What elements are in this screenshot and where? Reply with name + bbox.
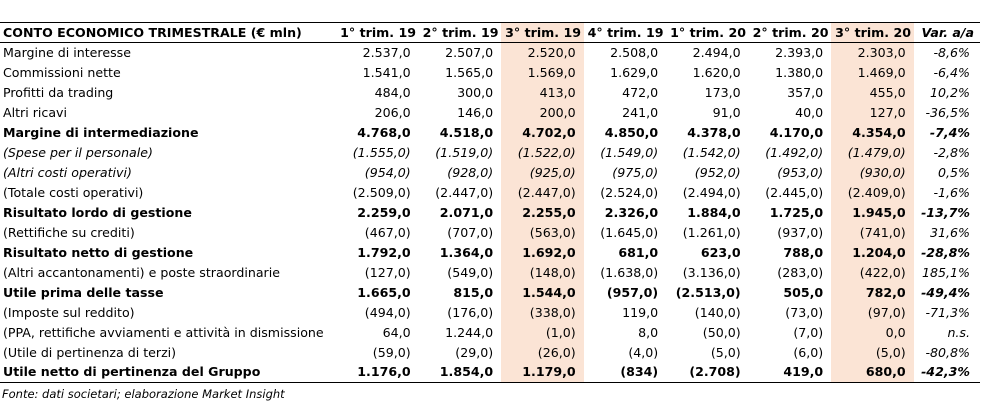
value-cell: (928,0) bbox=[447, 165, 494, 181]
value-cell: 200,0 bbox=[501, 103, 584, 123]
value-cell: (1,0) bbox=[501, 322, 584, 342]
value-cell: (834) bbox=[584, 362, 667, 382]
table-row bbox=[0, 362, 980, 382]
column-header-quarter: 2° trim. 19 bbox=[419, 23, 502, 43]
value-cell: (1.555,0) bbox=[352, 145, 411, 161]
value-cell: (283,0) bbox=[777, 264, 824, 280]
column-header-quarter: 3° trim. 20 bbox=[831, 23, 914, 43]
value-cell: 173,0 bbox=[704, 85, 741, 101]
value-cell: (2.445,0) bbox=[765, 185, 824, 201]
value-cell: 0,0 bbox=[831, 322, 914, 342]
value-cell: 241,0 bbox=[622, 105, 659, 121]
value-cell: 300,0 bbox=[457, 85, 494, 101]
value-cell: (2.509,0) bbox=[352, 185, 411, 201]
row-label: (Rettifiche su crediti) bbox=[3, 224, 135, 240]
variation-cell: -2,8% bbox=[933, 145, 970, 161]
value-cell: 2.494,0 bbox=[692, 45, 741, 61]
variation-cell: -80,8% bbox=[925, 344, 970, 360]
value-cell: (741,0) bbox=[831, 222, 914, 242]
value-cell: 357,0 bbox=[787, 85, 824, 101]
variation-cell: 0,5% bbox=[938, 165, 970, 181]
value-cell: (707,0) bbox=[447, 224, 494, 240]
value-cell: 8,0 bbox=[638, 324, 659, 340]
row-label: Risultato netto di gestione bbox=[3, 244, 194, 260]
value-cell: 815,0 bbox=[453, 284, 494, 300]
row-label: (Altri accantonamenti) e poste straordinarie bbox=[3, 264, 280, 280]
value-cell: (5,0) bbox=[710, 344, 741, 360]
value-cell: 455,0 bbox=[831, 83, 914, 103]
value-cell: (1.492,0) bbox=[765, 145, 824, 161]
variation-cell: -36,5% bbox=[925, 105, 970, 121]
value-cell: (1.479,0) bbox=[831, 143, 914, 163]
row-label: (PPA, rettifiche avviamenti e attività in dismissione bbox=[3, 324, 324, 340]
row-label: Profitti da trading bbox=[3, 85, 114, 101]
value-cell: (7,0) bbox=[793, 324, 824, 340]
value-cell: 127,0 bbox=[831, 103, 914, 123]
value-cell: (2.447,0) bbox=[501, 183, 584, 203]
variation-cell: -71,3% bbox=[925, 304, 970, 320]
row-label: (Imposte sul reddito) bbox=[3, 304, 135, 320]
column-header-quarter: 2° trim. 20 bbox=[749, 23, 832, 43]
table-row bbox=[0, 43, 980, 63]
value-cell: (1.645,0) bbox=[600, 224, 659, 240]
value-cell: 4.850,0 bbox=[604, 125, 659, 141]
value-cell: (975,0) bbox=[612, 165, 659, 181]
value-cell: 1.945,0 bbox=[831, 203, 914, 223]
value-cell: 1.541,0 bbox=[362, 65, 411, 81]
value-cell: (1.519,0) bbox=[435, 145, 494, 161]
row-label: Risultato lordo di gestione bbox=[3, 204, 192, 220]
value-cell: 4.702,0 bbox=[501, 123, 584, 143]
value-cell: 2.259,0 bbox=[357, 204, 411, 220]
value-cell: 206,0 bbox=[374, 105, 411, 121]
value-cell: 1.544,0 bbox=[501, 282, 584, 302]
value-cell: 4.170,0 bbox=[769, 125, 824, 141]
column-header-quarter: 1° trim. 19 bbox=[336, 23, 419, 43]
row-label: Margine di interesse bbox=[3, 45, 131, 61]
value-cell: (50,0) bbox=[702, 324, 741, 340]
table-row bbox=[0, 83, 980, 103]
variation-cell: -7,4% bbox=[929, 125, 970, 141]
value-cell: 680,0 bbox=[831, 362, 914, 382]
table-row bbox=[0, 63, 980, 83]
value-cell: 1.629,0 bbox=[610, 65, 659, 81]
variation-cell: -49,4% bbox=[921, 284, 970, 300]
value-cell: 782,0 bbox=[831, 282, 914, 302]
source-note: Fonte: dati societari; elaborazione Market Insight bbox=[2, 387, 285, 401]
value-cell: (1.261,0) bbox=[682, 224, 741, 240]
value-cell: (127,0) bbox=[364, 264, 411, 280]
row-label: (Utile di pertinenza di terzi) bbox=[3, 344, 177, 360]
value-cell: 1.792,0 bbox=[357, 244, 411, 260]
variation-cell: -6,4% bbox=[933, 65, 970, 81]
variation-cell: -8,6% bbox=[933, 45, 970, 61]
table-row bbox=[0, 242, 980, 262]
value-cell: 1.364,0 bbox=[439, 244, 494, 260]
value-cell: (952,0) bbox=[694, 165, 741, 181]
value-cell: 1.884,0 bbox=[687, 204, 741, 220]
row-label: Utile netto di pertinenza del Gruppo bbox=[0, 362, 336, 382]
value-cell: (59,0) bbox=[372, 344, 411, 360]
table-row bbox=[0, 123, 980, 143]
table-row bbox=[0, 163, 980, 183]
value-cell: (338,0) bbox=[501, 302, 584, 322]
table-row bbox=[0, 222, 980, 242]
value-cell: 623,0 bbox=[700, 244, 741, 260]
value-cell: (549,0) bbox=[447, 264, 494, 280]
value-cell: (467,0) bbox=[364, 224, 411, 240]
value-cell: (26,0) bbox=[501, 342, 584, 362]
value-cell: 419,0 bbox=[749, 362, 832, 382]
value-cell: 484,0 bbox=[374, 85, 411, 101]
value-cell: 1.569,0 bbox=[501, 63, 584, 83]
value-cell: 2.326,0 bbox=[604, 204, 659, 220]
value-cell: 1.179,0 bbox=[501, 362, 584, 382]
column-header-variation: Var. a/a bbox=[914, 23, 980, 43]
value-cell: 1.469,0 bbox=[831, 63, 914, 83]
value-cell: 146,0 bbox=[457, 105, 494, 121]
variation-cell: 10,2% bbox=[929, 85, 970, 101]
value-cell: 2.255,0 bbox=[501, 203, 584, 223]
value-cell: (6,0) bbox=[793, 344, 824, 360]
table-row bbox=[0, 103, 980, 123]
variation-cell: n.s. bbox=[947, 324, 970, 340]
value-cell: 4.518,0 bbox=[439, 125, 494, 141]
income-statement-container bbox=[0, 22, 984, 383]
value-cell: 91,0 bbox=[712, 105, 741, 121]
value-cell: (176,0) bbox=[447, 304, 494, 320]
value-cell: 1.204,0 bbox=[831, 242, 914, 262]
value-cell: 1.665,0 bbox=[357, 284, 411, 300]
value-cell: 2.507,0 bbox=[445, 45, 494, 61]
value-cell: 505,0 bbox=[783, 284, 824, 300]
column-header-quarter: 4° trim. 19 bbox=[584, 23, 667, 43]
table-row bbox=[0, 282, 980, 302]
value-cell: (925,0) bbox=[501, 163, 584, 183]
value-cell: 1.620,0 bbox=[692, 65, 741, 81]
value-cell: 4.768,0 bbox=[357, 125, 411, 141]
value-cell: 2.520,0 bbox=[501, 43, 584, 63]
table-row bbox=[0, 183, 980, 203]
variation-cell: -1,6% bbox=[933, 185, 970, 201]
value-cell: 1.380,0 bbox=[775, 65, 824, 81]
value-cell: 1.692,0 bbox=[501, 242, 584, 262]
value-cell: 1.854,0 bbox=[419, 362, 502, 382]
table-row bbox=[0, 143, 980, 163]
value-cell: 1.725,0 bbox=[769, 204, 824, 220]
value-cell: (953,0) bbox=[777, 165, 824, 181]
table-row bbox=[0, 302, 980, 322]
table-row bbox=[0, 203, 980, 223]
value-cell: (148,0) bbox=[501, 262, 584, 282]
value-cell: 4.354,0 bbox=[831, 123, 914, 143]
value-cell: (3.136,0) bbox=[682, 264, 741, 280]
table-row bbox=[0, 322, 980, 342]
value-cell: 1.565,0 bbox=[445, 65, 494, 81]
row-label: Commissioni nette bbox=[3, 65, 121, 81]
column-header-quarter: 3° trim. 19 bbox=[501, 23, 584, 43]
variation-cell: 185,1% bbox=[921, 264, 970, 280]
row-label: (Altri costi operativi) bbox=[3, 165, 132, 181]
value-cell: 681,0 bbox=[618, 244, 659, 260]
value-cell: (957,0) bbox=[606, 284, 659, 300]
value-cell: 1.176,0 bbox=[336, 362, 419, 382]
row-label: (Totale costi operativi) bbox=[3, 185, 144, 201]
variation-cell: -13,7% bbox=[921, 204, 970, 220]
value-cell: (2.447,0) bbox=[435, 185, 494, 201]
value-cell: (422,0) bbox=[831, 262, 914, 282]
table-body bbox=[0, 43, 980, 383]
value-cell: (97,0) bbox=[831, 302, 914, 322]
value-cell: (2.524,0) bbox=[600, 185, 659, 201]
row-label: Margine di intermediazione bbox=[3, 125, 199, 141]
value-cell: (494,0) bbox=[364, 304, 411, 320]
variation-cell: -28,8% bbox=[921, 244, 970, 260]
value-cell: (930,0) bbox=[831, 163, 914, 183]
value-cell: 2.537,0 bbox=[362, 45, 411, 61]
table-title: CONTO ECONOMICO TRIMESTRALE (€ mln) bbox=[0, 23, 336, 43]
value-cell: 119,0 bbox=[622, 304, 659, 320]
value-cell: 40,0 bbox=[795, 105, 824, 121]
value-cell: (563,0) bbox=[501, 222, 584, 242]
table-row bbox=[0, 342, 980, 362]
header-row bbox=[0, 23, 980, 43]
value-cell: (5,0) bbox=[831, 342, 914, 362]
value-cell: 2.071,0 bbox=[439, 204, 494, 220]
value-cell: (2.494,0) bbox=[682, 185, 741, 201]
column-header-quarter: 1° trim. 20 bbox=[666, 23, 749, 43]
value-cell: 2.393,0 bbox=[775, 45, 824, 61]
value-cell: 472,0 bbox=[622, 85, 659, 101]
row-label: Utile prima delle tasse bbox=[3, 284, 164, 300]
value-cell: 4.378,0 bbox=[687, 125, 741, 141]
value-cell: (1.542,0) bbox=[682, 145, 741, 161]
value-cell: (937,0) bbox=[777, 224, 824, 240]
value-cell: (4,0) bbox=[628, 344, 659, 360]
value-cell: 64,0 bbox=[382, 324, 411, 340]
value-cell: (2.409,0) bbox=[831, 183, 914, 203]
income-statement-table bbox=[0, 22, 980, 383]
value-cell: (73,0) bbox=[785, 304, 824, 320]
value-cell: (140,0) bbox=[694, 304, 741, 320]
value-cell: (29,0) bbox=[455, 344, 494, 360]
value-cell: 788,0 bbox=[783, 244, 824, 260]
value-cell: (1.522,0) bbox=[501, 143, 584, 163]
table-row bbox=[0, 262, 980, 282]
value-cell: 2.508,0 bbox=[610, 45, 659, 61]
value-cell: (2.513,0) bbox=[675, 284, 741, 300]
value-cell: 413,0 bbox=[501, 83, 584, 103]
row-label: (Spese per il personale) bbox=[3, 145, 153, 161]
row-label: Altri ricavi bbox=[3, 105, 68, 121]
variation-cell: -42,3% bbox=[914, 362, 980, 382]
value-cell: (1.638,0) bbox=[600, 264, 659, 280]
value-cell: (1.549,0) bbox=[600, 145, 659, 161]
variation-cell: 31,6% bbox=[929, 224, 970, 240]
value-cell: (2.708) bbox=[666, 362, 749, 382]
value-cell: (954,0) bbox=[364, 165, 411, 181]
table-header bbox=[0, 23, 980, 43]
value-cell: 1.244,0 bbox=[445, 324, 494, 340]
value-cell: 2.303,0 bbox=[831, 43, 914, 63]
